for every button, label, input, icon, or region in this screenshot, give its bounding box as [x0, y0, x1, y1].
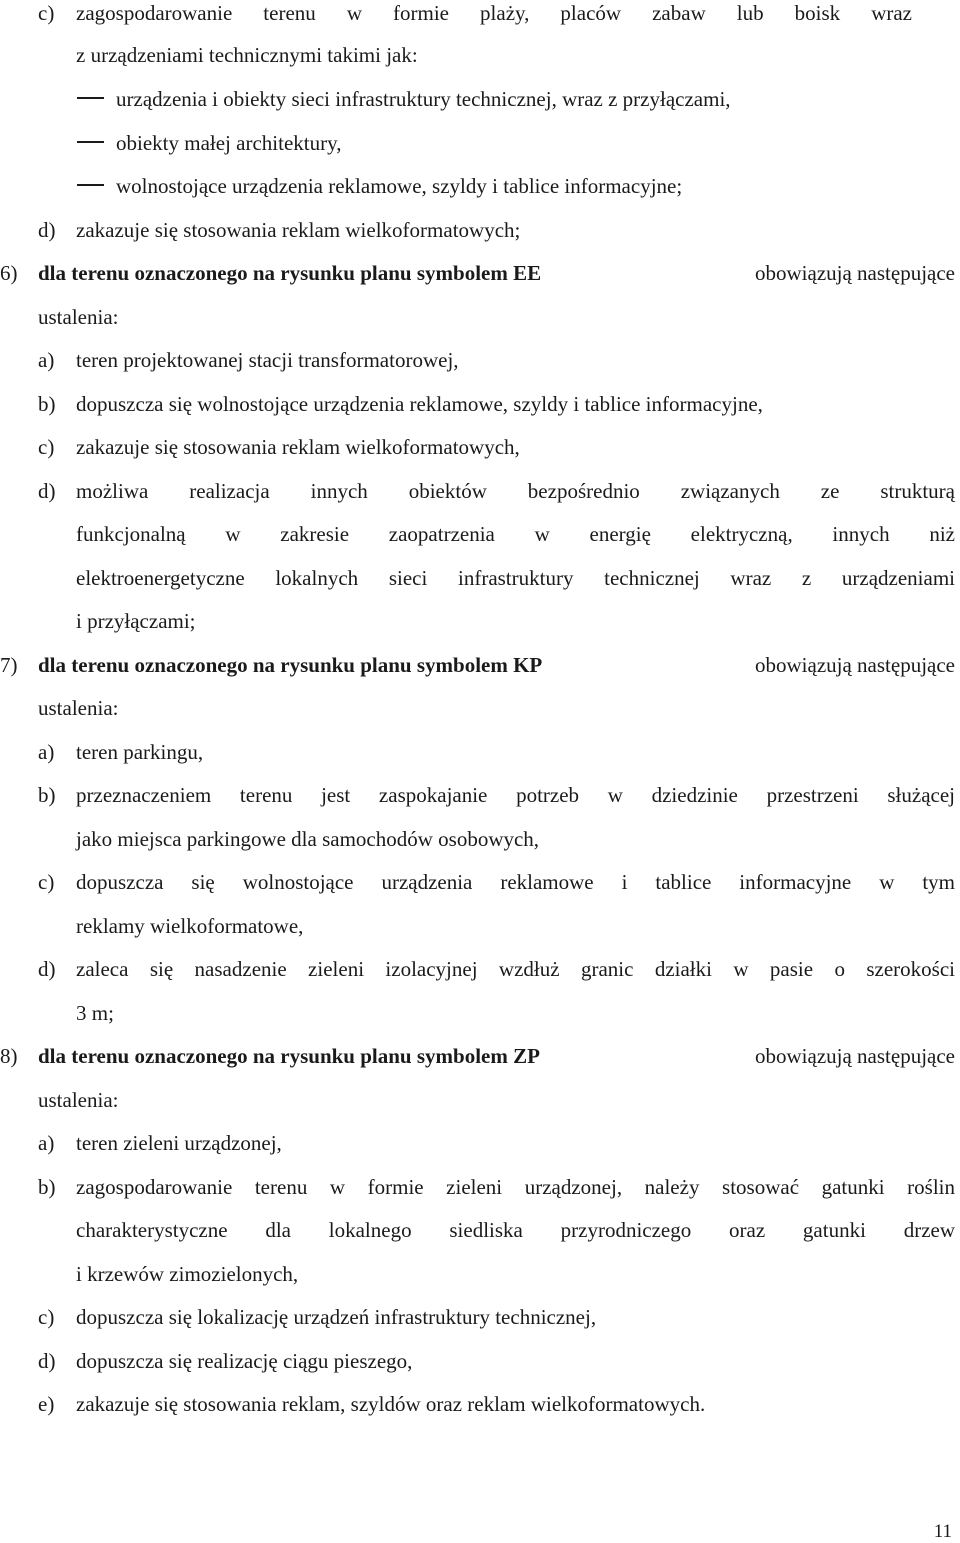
- list-item-cont: jako miejsca parkingowe dla samochodów osobowych,: [76, 827, 540, 851]
- list-label: d): [38, 957, 56, 981]
- list-item: zaleca się nasadzenie zieleni izolacyjnej wzdłuż granic działki w pasie o szerokości: [76, 957, 955, 981]
- list-item-cont: charakterystyczne dla lokalnego siedliska przyrodniczego oraz gatunki drzew: [76, 1218, 955, 1242]
- section-number: 7): [0, 653, 18, 677]
- list-label: d): [38, 1349, 56, 1373]
- section-number: 6): [0, 261, 18, 285]
- list-item-cont: funkcjonalną w zakresie zaopatrzenia w energię elektryczną, innych niż: [76, 522, 955, 546]
- section-number: 8): [0, 1044, 18, 1068]
- list-item-cont: i przyłączami;: [76, 609, 196, 633]
- dash-bullet-icon: [77, 141, 104, 143]
- list-item: teren parkingu,: [76, 740, 204, 764]
- section-heading: [38, 652, 955, 678]
- dash-bullet-icon: [77, 184, 104, 186]
- list-item: zakazuje się stosowania reklam wielkoformatowych;: [76, 218, 521, 242]
- list-item-cont: reklamy wielkoformatowe,: [76, 914, 304, 938]
- bullet-item: wolnostojące urządzenia reklamowe, szyldy i tablice informacyjne;: [116, 174, 683, 198]
- list-item: dopuszcza się wolnostojące urządzenia reklamowe, szyldy i tablice informacyjne,: [76, 392, 763, 416]
- section-heading-bold: dla terenu oznaczonego na rysunku planu symbolem ZP: [38, 1044, 540, 1068]
- list-item: zakazuje się stosowania reklam, szyldów oraz reklam wielkoformatowych.: [76, 1392, 706, 1416]
- paragraph-line: z urządzeniami technicznymi takimi jak:: [76, 43, 418, 67]
- section-heading-rest: obowiązują następujące: [755, 653, 955, 677]
- list-item: teren projektowanej stacji transformatorowej,: [76, 348, 459, 372]
- section-heading-bold: dla terenu oznaczonego na rysunku planu symbolem EE: [38, 261, 542, 285]
- section-heading-cont: ustalenia:: [38, 696, 119, 720]
- list-item: zakazuje się stosowania reklam wielkoformatowych,: [76, 435, 520, 459]
- list-label: e): [38, 1392, 55, 1416]
- list-label: c): [38, 1, 55, 25]
- list-label: d): [38, 218, 56, 242]
- list-label: a): [38, 348, 55, 372]
- list-label: a): [38, 740, 55, 764]
- section-heading: [38, 1043, 955, 1069]
- list-item: możliwa realizacja innych obiektów bezpośrednio związanych ze strukturą: [76, 479, 955, 503]
- list-item: teren zieleni urządzonej,: [76, 1131, 282, 1155]
- list-label: a): [38, 1131, 55, 1155]
- list-item-cont: i krzewów zimozielonych,: [76, 1262, 299, 1286]
- list-item-cont: 3 m;: [76, 1001, 114, 1025]
- bullet-item: urządzenia i obiekty sieci infrastruktury technicznej, wraz z przyłączami,: [116, 87, 731, 111]
- bullet-item: obiekty małej architektury,: [116, 131, 342, 155]
- list-item: dopuszcza się lokalizację urządzeń infrastruktury technicznej,: [76, 1305, 597, 1329]
- list-label: c): [38, 870, 55, 894]
- list-label: d): [38, 479, 56, 503]
- list-item-cont: elektroenergetyczne lokalnych sieci infrastruktury technicznej wraz z urządzeniami: [76, 566, 955, 590]
- list-item: dopuszcza się realizację ciągu pieszego,: [76, 1349, 413, 1373]
- list-item: dopuszcza się wolnostojące urządzenia reklamowe i tablice informacyjne w tym: [76, 870, 955, 894]
- section-heading-rest: obowiązują następujące: [755, 261, 955, 285]
- list-label: c): [38, 435, 55, 459]
- section-heading-cont: ustalenia:: [38, 1088, 119, 1112]
- section-heading-rest: obowiązują następujące: [755, 1044, 955, 1068]
- list-item: przeznaczeniem terenu jest zaspokajanie potrzeb w dziedzinie przestrzeni służącej: [76, 783, 955, 807]
- list-label: b): [38, 392, 56, 416]
- section-heading-cont: ustalenia:: [38, 305, 119, 329]
- list-label: b): [38, 783, 56, 807]
- dash-bullet-icon: [77, 97, 104, 99]
- paragraph-line: zagospodarowanie terenu w formie plaży, placów zabaw lub boisk wraz: [76, 1, 912, 25]
- section-heading: [38, 260, 955, 286]
- page-number: 11: [933, 1521, 952, 1542]
- list-label: b): [38, 1175, 56, 1199]
- section-heading-bold: dla terenu oznaczonego na rysunku planu symbolem KP: [38, 653, 543, 677]
- list-item: zagospodarowanie terenu w formie zieleni urządzonej, należy stosować gatunki roślin: [76, 1175, 955, 1199]
- list-label: c): [38, 1305, 55, 1329]
